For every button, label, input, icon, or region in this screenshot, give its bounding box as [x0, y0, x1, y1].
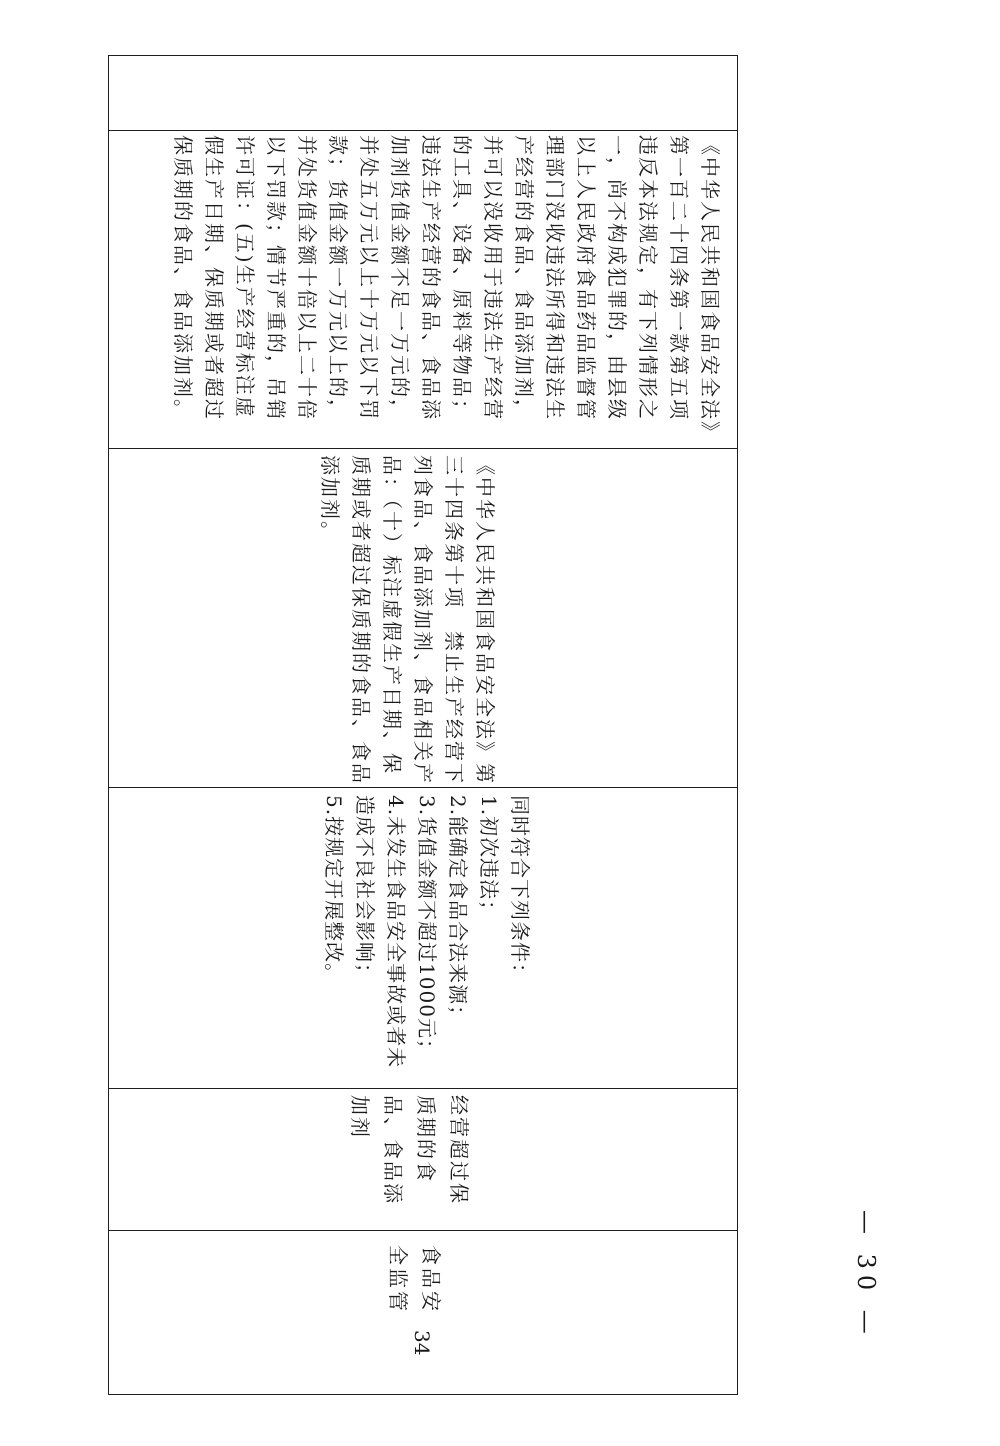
page-number: — 30 — [852, 1210, 880, 1340]
condition-item: 2.能确定食品合法来源； [446, 795, 470, 1027]
condition-item: 5.按规定开展整改。 [322, 795, 346, 985]
condition-item: 1.初次违法； [477, 795, 501, 922]
table-divider [108, 1088, 738, 1089]
conditions-title: 同时符合下列条件： [508, 795, 532, 984]
table-divider [108, 448, 738, 449]
basis-text: 《中华人民共和国食品安全法》第三十四条第十项 禁止生产经营下列食品、食品添加剂、食品相关产品：（十）标注虚假生产日期、保质期或者超过保质期的食品、食品添加剂。 [318, 455, 497, 785]
conditions-cell [318, 795, 535, 1085]
condition-item: 3.货值金额不超过1000元； [415, 795, 439, 1060]
table-divider [108, 1230, 738, 1231]
penalty-cell [167, 135, 725, 443]
table-divider [108, 130, 738, 131]
condition-item: 4.未发生食品安全事故或者未造成不良社会影响； [353, 795, 408, 1069]
category-text: 食品安全监管 [386, 1245, 443, 1314]
item-text: 经营超过保质期的食品、食品添加剂 [348, 1095, 471, 1205]
item-cell [343, 1095, 475, 1225]
basis-cell [314, 455, 500, 785]
row-index: 34 [410, 1330, 434, 1356]
table-divider [108, 787, 738, 788]
category-cell [381, 1245, 447, 1335]
index-cell [407, 1330, 437, 1390]
penalty-text: 《中华人民共和国食品安全法》第一百二十四条第一款第五项 违反本法规定，有下列情形之一，尚不构成犯罪的，由县级以上人民政府食品药品监督管理部门没收违法所得和违法生产经营的食品、食品添加剂，并可以没收用于违法生产经营的工具、设备、原料等物品；违法生产经营的食品、食品添加剂货值金额不足一万元的，并处五万元以上十万元以下罚款；货值金额一万元以上的，并处货值金额十倍以上二十倍以下罚款；情节严重的，吊销许可证：(五)生产经营标注虚假生产日期、保质期或者超过保质期的食品、食品添加剂。 [171, 135, 722, 443]
